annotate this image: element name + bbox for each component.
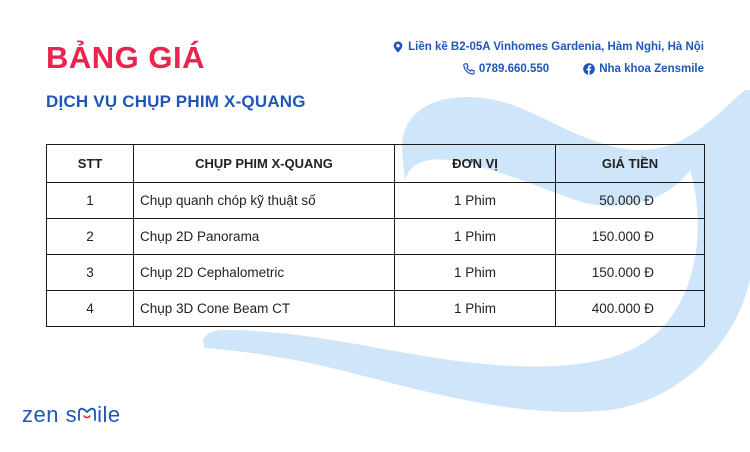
cell-price: 150.000 Đ (556, 219, 705, 255)
cell-service: Chụp quanh chóp kỹ thuật số (134, 183, 395, 219)
page-title: BẢNG GIÁ (46, 40, 205, 75)
table-row (47, 183, 705, 219)
logo-text-end: ile (97, 402, 121, 427)
phone-text: 0789.660.550 (478, 63, 550, 75)
phone[interactable] (463, 63, 549, 75)
page-subtitle: DỊCH VỤ CHỤP PHIM X-QUANG (46, 92, 306, 111)
facebook-text: Nha khoa Zensmile (599, 63, 704, 75)
contact-info (392, 36, 704, 80)
table-row (47, 255, 705, 291)
column-header-unit: ĐƠN VỊ (395, 145, 556, 183)
address (392, 41, 704, 53)
cell-service: Chụp 2D Cephalometric (134, 255, 395, 291)
cell-price: 400.000 Đ (556, 291, 705, 327)
cell-stt: 3 (47, 255, 134, 291)
table-row (47, 291, 705, 327)
table-header-row (47, 145, 705, 183)
column-header-stt: STT (47, 145, 134, 183)
cell-unit: 1 Phim (395, 291, 556, 327)
zensmile-logo (22, 402, 121, 428)
cell-unit: 1 Phim (395, 255, 556, 291)
cell-stt: 2 (47, 219, 134, 255)
column-header-service: CHỤP PHIM X-QUANG (134, 145, 395, 183)
phone-icon (463, 63, 475, 75)
facebook-icon (583, 63, 595, 75)
column-header-price: GIÁ TIỀN (556, 145, 705, 183)
cell-service: Chụp 3D Cone Beam CT (134, 291, 395, 327)
cell-unit: 1 Phim (395, 219, 556, 255)
location-pin-icon (392, 41, 404, 53)
cell-unit: 1 Phim (395, 183, 556, 219)
cell-price: 150.000 Đ (556, 255, 705, 291)
facebook-link[interactable] (583, 63, 704, 75)
cell-stt: 4 (47, 291, 134, 327)
logo-text-start: zen s (22, 402, 78, 427)
table-row (47, 219, 705, 255)
address-text: Liền kề B2-05A Vinhomes Gardenia, Hàm Nghi, Hà Nội (408, 41, 704, 53)
cell-service: Chụp 2D Panorama (134, 219, 395, 255)
tooth-m-icon (77, 406, 97, 422)
price-table (46, 144, 705, 327)
cell-stt: 1 (47, 183, 134, 219)
cell-price: 50.000 Đ (556, 183, 705, 219)
